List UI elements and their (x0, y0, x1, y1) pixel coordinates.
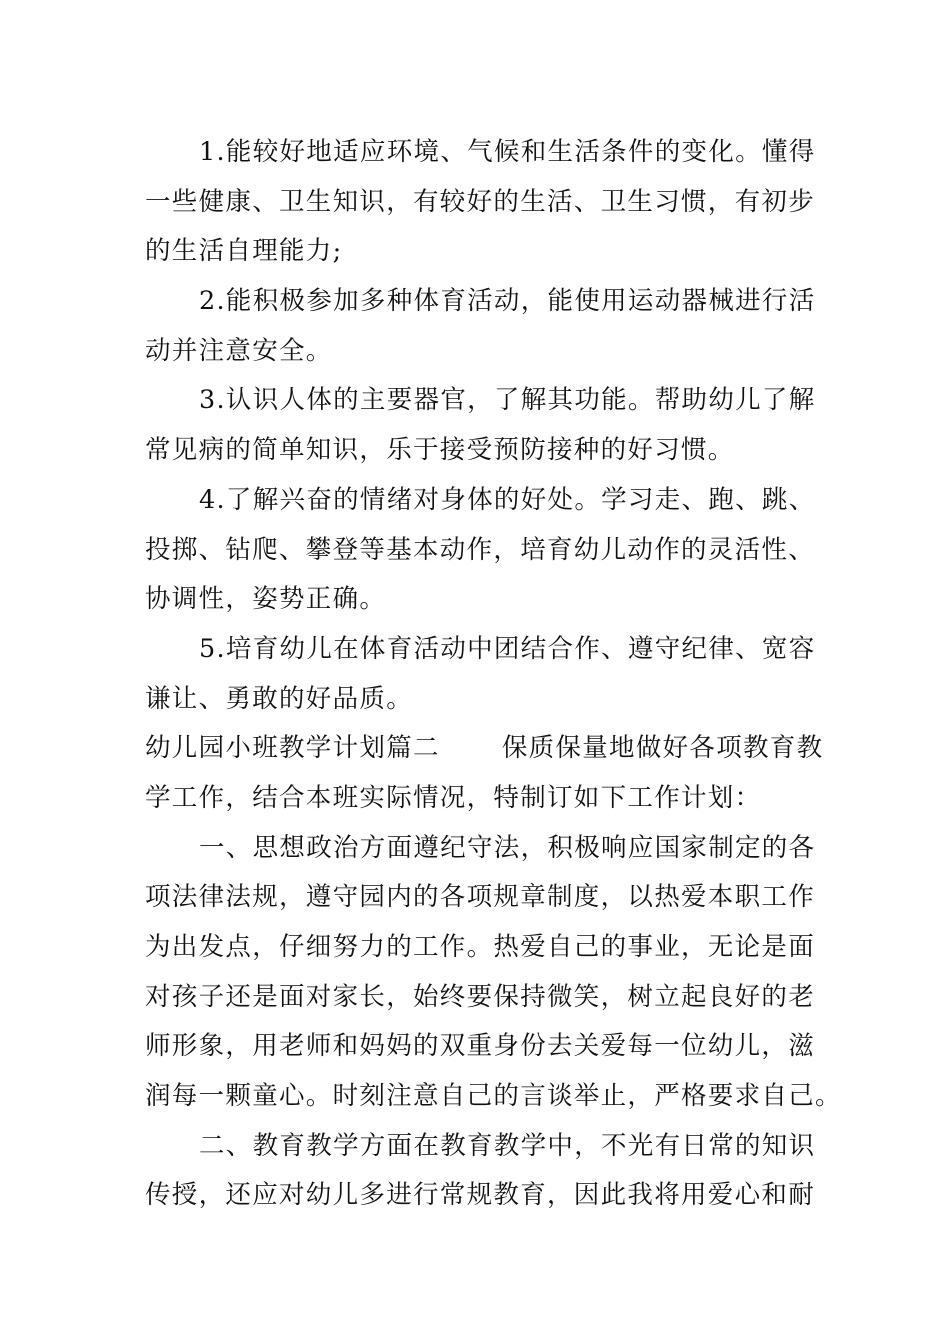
paragraph-line: 一、思想政治方面遵纪守法，积极响应国家制定的各 (199, 832, 816, 863)
paragraph-line: 学工作，结合本班实际情况，特制订如下工作计划： (145, 782, 762, 813)
paragraph-line: 4.了解兴奋的情绪对身体的好处。学习走、跑、跳、 (199, 484, 816, 515)
paragraph-line: 谦让、勇敢的好品质。 (145, 683, 414, 714)
paragraph-line: 润每一颗童心。时刻注意自己的言谈举止，严格要求自己。 (145, 1081, 842, 1112)
paragraph-line: 5.培育幼儿在体育活动中团结合作、遵守纪律、宽容 (199, 633, 816, 664)
paragraph-line: 2.能积极参加多种体育活动，能使用运动器械进行活 (199, 286, 816, 317)
paragraph-line: 投掷、钻爬、攀登等基本动作，培育幼儿动作的灵活性、 (145, 534, 816, 565)
paragraph-line: 3.认识人体的主要器官，了解其功能。帮助幼儿了解 (199, 385, 816, 416)
paragraph-line: 的生活自理能力; (145, 236, 343, 267)
paragraph-line: 常见病的简单知识，乐于接受预防接种的好习惯。 (145, 435, 735, 466)
paragraph-line: 1.能较好地适应环境、气候和生活条件的变化。懂得 (199, 137, 816, 167)
paragraph-line: 动并注意安全。 (145, 335, 333, 366)
heading-continuation: 保质保量地做好各项教育教 (501, 733, 824, 764)
paragraph-line: 为出发点，仔细努力的工作。热爱自己的事业，无论是面 (145, 932, 816, 962)
paragraph-line: 一些健康、卫生知识，有较好的生活、卫生习惯，有初步 (145, 186, 816, 217)
paragraph-line: 项法律法规，遵守园内的各项规章制度，以热爱本职工作 (145, 882, 816, 913)
document-body (145, 128, 842, 1221)
paragraph-line: 对孩子还是面对家长，始终要保持微笑，树立起良好的老 (145, 981, 816, 1012)
paragraph-line: 协调性，姿势正确。 (145, 584, 387, 615)
heading-line (145, 724, 824, 774)
paragraph-line: 二、教育教学方面在教育教学中，不光有日常的知识 (199, 1130, 816, 1161)
section-heading: 幼儿园小班教学计划篇二 (145, 733, 440, 764)
paragraph-line: 师形象，用老师和妈妈的双重身份去关爱每一位幼儿，滋 (145, 1031, 816, 1062)
paragraph-line: 传授，还应对幼儿多进行常规教育，因此我将用爱心和耐 (145, 1180, 816, 1211)
